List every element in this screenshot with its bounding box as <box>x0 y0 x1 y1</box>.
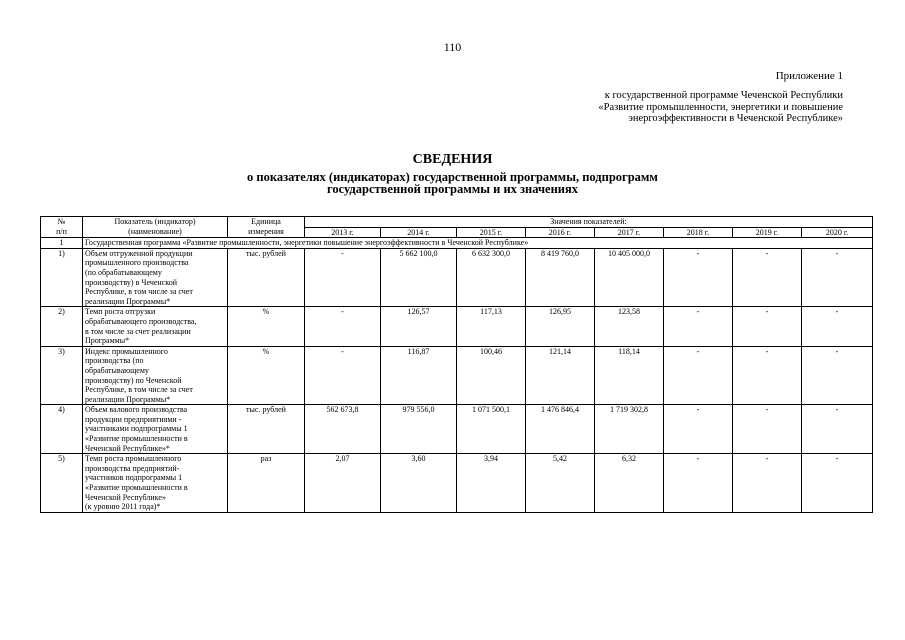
header-indicator <box>83 217 228 238</box>
indicator-line: Республике, в том числе за счет <box>85 385 193 395</box>
row-value: - <box>305 346 381 405</box>
table-row <box>41 405 873 454</box>
row-value: 3,94 <box>457 454 526 513</box>
row-value: 5 662 100,0 <box>381 248 457 307</box>
header-year: 2020 г. <box>802 227 873 238</box>
indicator-line: Чеченской Республике» <box>85 492 166 502</box>
indicator-line: производству) в Чеченской <box>85 277 177 287</box>
row-value: 100,46 <box>457 346 526 405</box>
indicator-line: участников подпрограммы 1 <box>85 473 183 483</box>
row-value: - <box>802 248 873 307</box>
row-value: 126,57 <box>381 307 457 346</box>
indicator-line: Объем валового производства <box>85 405 188 415</box>
header-year: 2018 г. <box>664 227 733 238</box>
header-year: 2013 г. <box>305 227 381 238</box>
row-value: 6,32 <box>595 454 664 513</box>
row-value: - <box>802 346 873 405</box>
appendix-line: к государственной программе Чеченской Республики <box>604 90 843 101</box>
indicator-line: (по обрабатывающему <box>85 267 162 277</box>
row-value: - <box>733 346 802 405</box>
table-row <box>41 248 873 307</box>
row-unit: тыс. рублей <box>228 405 305 454</box>
row-indicator <box>83 346 228 405</box>
header-year: 2015 г. <box>457 227 526 238</box>
row-num: 4) <box>41 405 83 454</box>
row-num: 5) <box>41 454 83 513</box>
header-year: 2017 г. <box>595 227 664 238</box>
header-num-line: п/п <box>56 226 67 236</box>
row-value: 5,42 <box>526 454 595 513</box>
row-value: - <box>305 307 381 346</box>
row-value: 10 405 000,0 <box>595 248 664 307</box>
indicator-line: реализации Программы* <box>85 394 171 404</box>
row-value: - <box>802 405 873 454</box>
indicator-line: продукции предприятиями - <box>85 414 182 424</box>
page-number: 110 <box>443 40 462 54</box>
row-value: 1 071 500,1 <box>457 405 526 454</box>
indicator-line: Чеченской Республике»* <box>85 443 170 453</box>
row-value: - <box>733 248 802 307</box>
table-row <box>41 346 873 405</box>
header-year: 2019 г. <box>733 227 802 238</box>
row-value: 116,87 <box>381 346 457 405</box>
row-unit: раз <box>228 454 305 513</box>
indicator-line: обрабатывающему <box>85 365 149 375</box>
indicator-line: производству) по Чеченской <box>85 375 182 385</box>
row-value: - <box>733 307 802 346</box>
row-indicator <box>83 454 228 513</box>
indicator-line: (к уровню 2011 года)* <box>85 502 161 512</box>
header-row <box>41 217 873 228</box>
indicator-line: «Развитие промышленности в <box>85 483 188 493</box>
indicator-line: Республике, в том числе за счет <box>85 287 193 297</box>
header-unit-line: измерения <box>248 226 284 236</box>
row-indicator <box>83 405 228 454</box>
indicator-line: участниками подпрограммы 1 <box>85 424 188 434</box>
indicator-line: промышленного производства <box>85 258 189 268</box>
section-title: Государственная программа «Развитие промышленности, энергетики повышение энергоэффективности в Чеченской Республике» <box>83 238 873 249</box>
row-value: 2,07 <box>305 454 381 513</box>
appendix-line: «Развитие промышленности, энергетики и повышение <box>598 101 843 113</box>
row-value: 117,13 <box>457 307 526 346</box>
row-value: - <box>664 307 733 346</box>
indicator-line: Объем отгруженной продукции <box>85 248 193 258</box>
header-year: 2016 г. <box>526 227 595 238</box>
header-unit-line: Единица <box>251 217 281 226</box>
table-row <box>41 454 873 513</box>
row-value: - <box>664 405 733 454</box>
indicator-line: в том числе за счет реализации <box>85 326 191 336</box>
row-unit: % <box>228 307 305 346</box>
row-value: 3,60 <box>381 454 457 513</box>
header-num <box>41 217 83 238</box>
row-num: 3) <box>41 346 83 405</box>
row-value: - <box>733 454 802 513</box>
document-title: СВЕДЕНИЯ <box>412 152 493 167</box>
row-value: 6 632 300,0 <box>457 248 526 307</box>
row-value: - <box>305 248 381 307</box>
indicator-line: Программы* <box>85 336 130 346</box>
header-num-line: № <box>57 217 66 226</box>
row-value: 8 419 760,0 <box>526 248 595 307</box>
appendix-label: Приложение 1 <box>775 70 843 82</box>
appendix-line: энергоэффективности в Чеченской Республике» <box>628 113 843 124</box>
row-indicator <box>83 248 228 307</box>
indicator-line: производства (по <box>85 356 144 366</box>
indicator-line: Индекс промышленного <box>85 346 168 356</box>
row-num: 2) <box>41 307 83 346</box>
row-value: 118,14 <box>595 346 664 405</box>
table-row <box>41 307 873 346</box>
row-value: - <box>802 454 873 513</box>
header-unit <box>228 217 305 238</box>
indicator-line: обрабатывающего производства, <box>85 316 197 326</box>
indicator-line: «Развитие промышленности в <box>85 434 188 444</box>
header-indicator-line: (наименование) <box>128 226 182 236</box>
row-indicator <box>83 307 228 346</box>
row-value: - <box>733 405 802 454</box>
row-value: 126,95 <box>526 307 595 346</box>
row-value: 123,58 <box>595 307 664 346</box>
header-indicator-line: Показатель (индикатор) <box>114 217 196 226</box>
row-unit: % <box>228 346 305 405</box>
indicator-line: Темп роста промышленного <box>85 454 182 464</box>
indicator-line: реализации Программы* <box>85 296 171 306</box>
document-subtitle <box>0 171 905 195</box>
subtitle-line: государственной программы и их значениях <box>326 182 579 196</box>
indicator-line: Темп роста отгрузки <box>85 307 156 317</box>
section-num: 1 <box>41 238 83 249</box>
subtitle-line: о показателях (индикаторах) государственной программы, подпрограмм <box>247 170 658 184</box>
indicators-table <box>40 216 873 513</box>
row-value: 1 719 302,8 <box>595 405 664 454</box>
row-value: 562 673,8 <box>305 405 381 454</box>
row-value: - <box>664 454 733 513</box>
row-value: 979 556,0 <box>381 405 457 454</box>
row-value: 121,14 <box>526 346 595 405</box>
row-num: 1) <box>41 248 83 307</box>
indicator-line: производства предприятий- <box>85 463 180 473</box>
row-value: - <box>802 307 873 346</box>
row-value: - <box>664 346 733 405</box>
row-value: - <box>664 248 733 307</box>
header-values-group: Значения показателей: <box>305 217 873 228</box>
row-unit: тыс. рублей <box>228 248 305 307</box>
header-year: 2014 г. <box>381 227 457 238</box>
section-row <box>41 238 873 249</box>
appendix-reference <box>598 90 843 125</box>
row-value: 1 476 846,4 <box>526 405 595 454</box>
